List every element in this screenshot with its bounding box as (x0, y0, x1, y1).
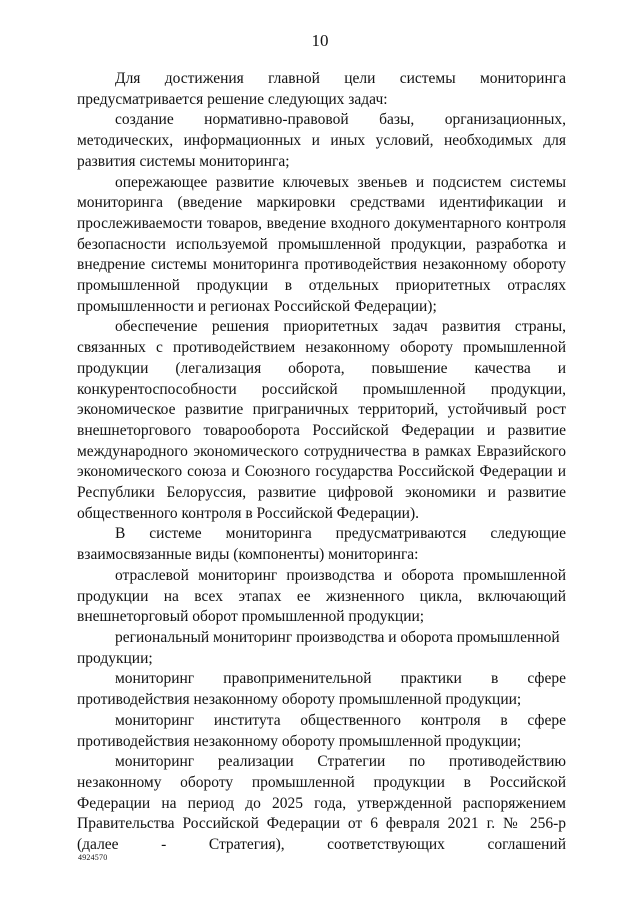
paragraph-public-control-monitoring: мониторинг института общественного контроля в сфере противодействия незаконному обороту промышленной продукции; (77, 711, 566, 750)
paragraph-regional-monitoring: региональный мониторинг производства и оборота промышленной продукции; (77, 628, 560, 667)
paragraph-task-regulatory-base: создание нормативно-правовой базы, организационных, методических, информационных и иных условий, необходимых для развития системы мониторинга; (77, 111, 566, 170)
paragraph-strategy-monitoring: мониторинг реализации Стратегии по противодействию незаконному обороту промышленной продукции в Российской Федерации на период до 2025 года, утвержденной распоряжением Правительства Российской Федерации от 6 февраля 2021 г. № 256-р (далее - Стратегия), соответствующих соглашений (77, 753, 566, 854)
document-id: 4924570 (78, 853, 108, 862)
paragraph-monitoring-types-intro: В системе мониторинга предусматриваются следующие взаимосвязанные виды (компоненты) мониторинга: (77, 525, 566, 564)
paragraph-task-priority-objectives: обеспечение решения приоритетных задач развития страны, связанных с противодействием незаконному обороту промышленной продукции (легализация оборота, повышение качества и конкурентоспособности российской промышленной продукции, экономическое развитие приграничных территорий, устойчивый рост внешнеторгового товарооборота Российской Федерации и развитие международного экономического сотрудничества в рамках Евразийского экономического союза и Союзного государства Российской Федерации и Республики Белоруссия, развитие цифровой экономики и развитие общественного контроля в Российской Федерации). (77, 318, 566, 522)
document-body (77, 69, 566, 856)
page-number: 10 (311, 31, 329, 50)
paragraph-law-enforcement-monitoring: мониторинг правоприменительной практики в сфере противодействия незаконному обороту промышленной продукции; (77, 670, 566, 709)
paragraph-task-key-links: опережающее развитие ключевых звеньев и подсистем системы мониторинга (введение маркировки средствами идентификации и прослеживаемости товаров, введение входного документарного контроля безопасности используемой промышленной продукции, разработка и внедрение системы мониторинга противодействия незаконному обороту промышленной продукции в отдельных приоритетных отраслях промышленности и регионах Российской Федерации); (77, 173, 566, 315)
paragraph-goal-tasks-intro: Для достижения главной цели системы мониторинга предусматривается решение следующих задач: (77, 70, 566, 108)
paragraph-sectoral-monitoring: отраслевой мониторинг производства и оборота промышленной продукции на всех этапах ее жизненного цикла, включающий внешнеторговый оборот промышленной продукции; (77, 566, 566, 626)
